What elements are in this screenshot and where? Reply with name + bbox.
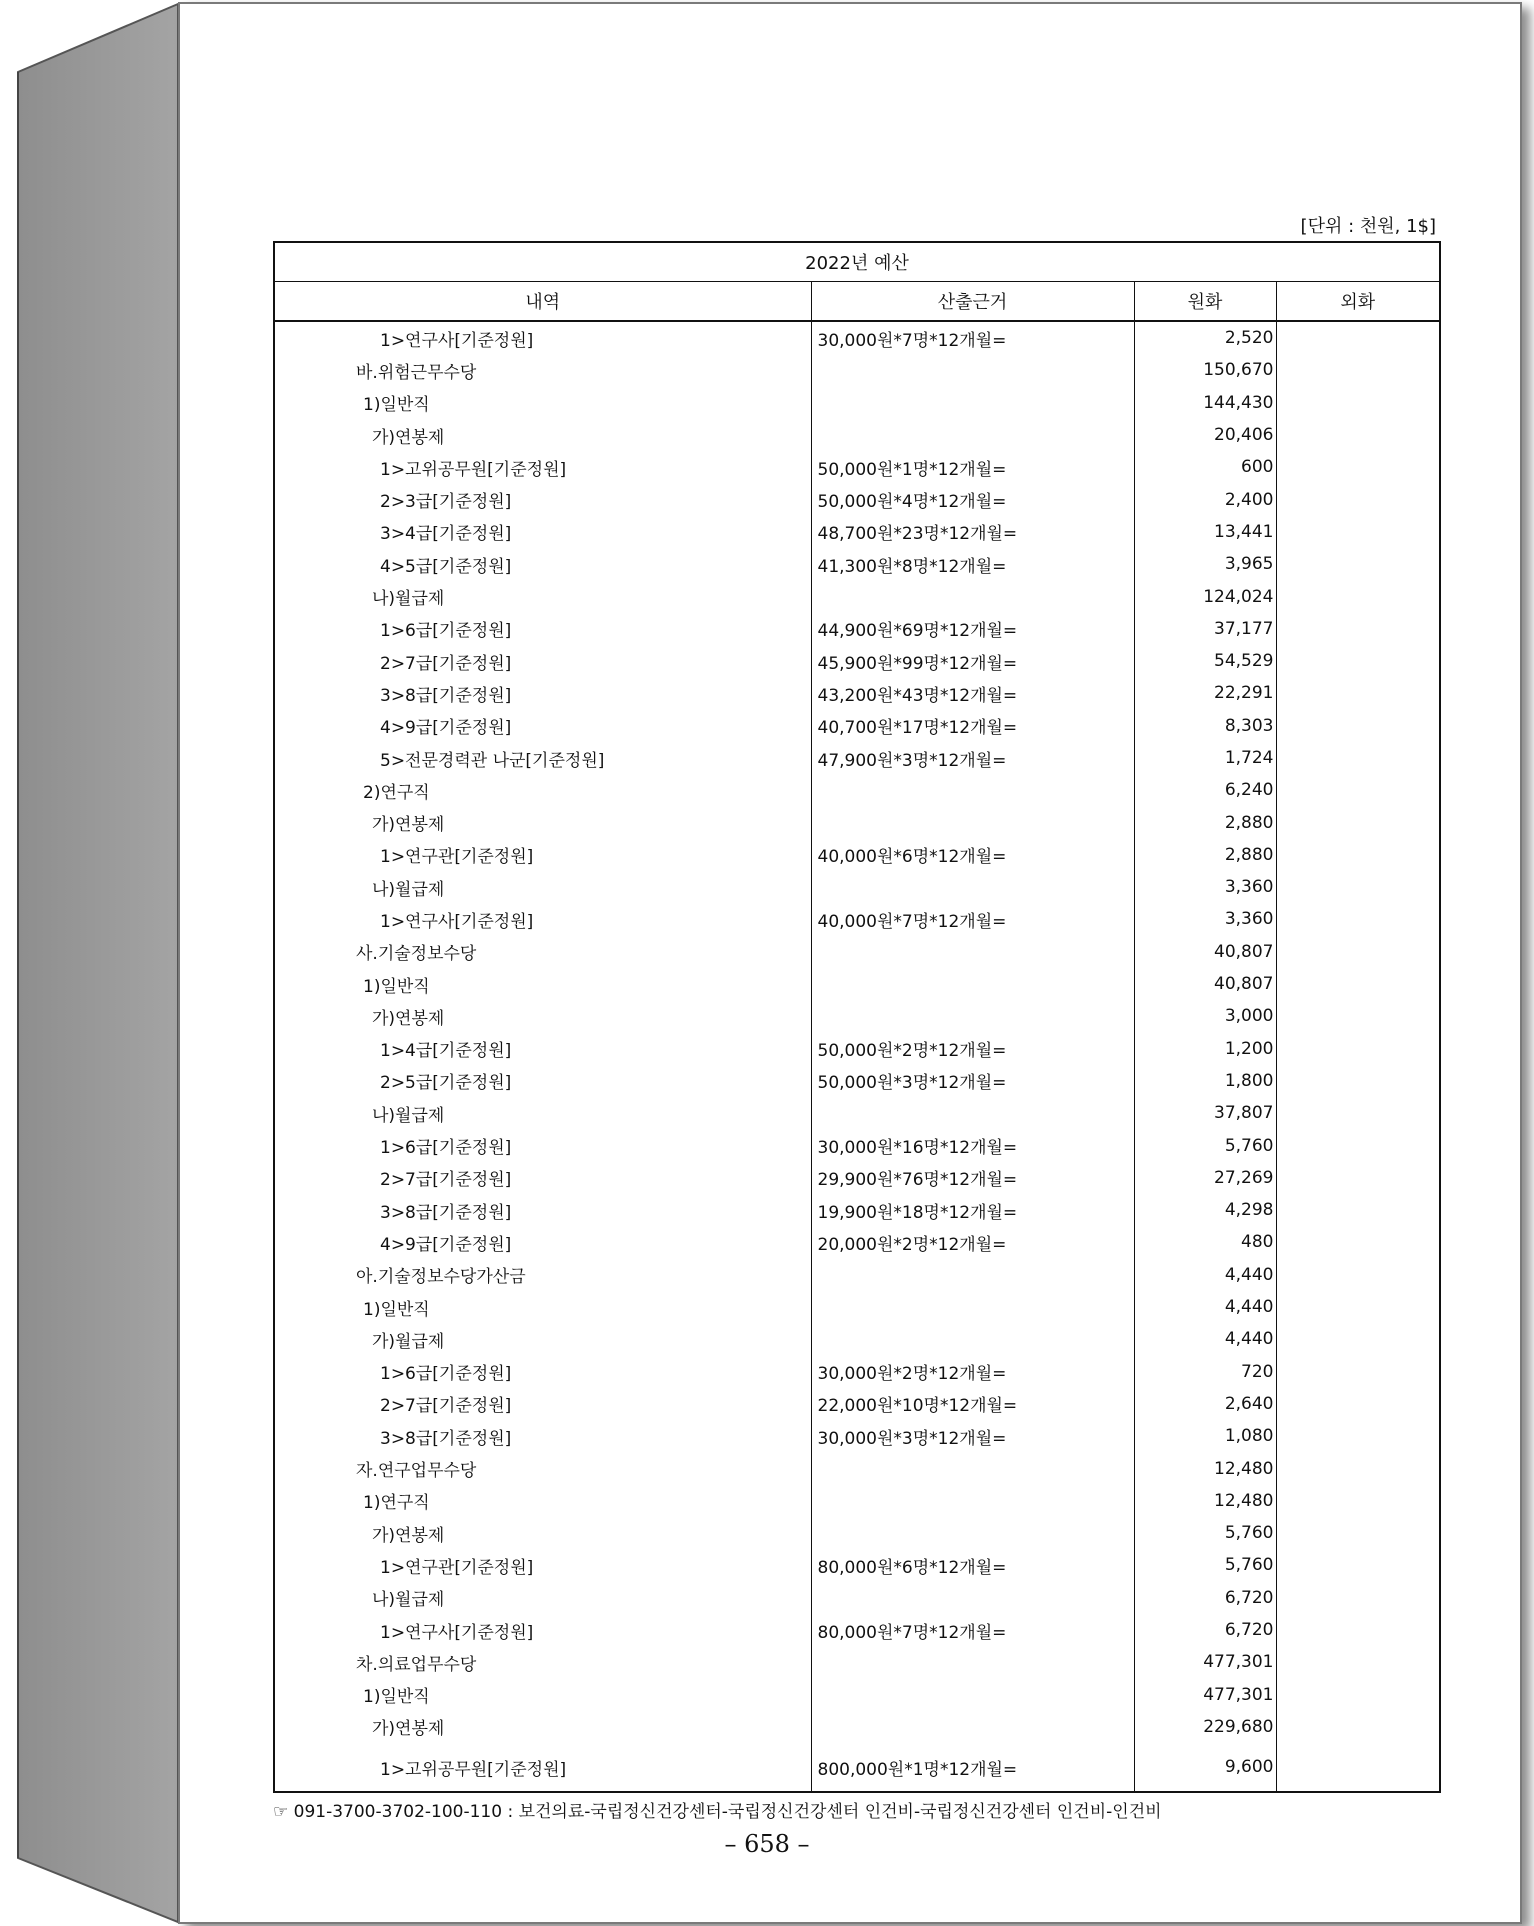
row-krw-cell: 8,303: [1134, 710, 1276, 742]
row-foreign-cell: [1276, 1743, 1440, 1792]
row-item-cell: 사.기술정보수당: [274, 936, 811, 968]
table-row: [274, 677, 1440, 709]
row-krw-cell: 4,440: [1134, 1259, 1276, 1291]
row-krw-cell: 22,291: [1134, 677, 1276, 709]
row-foreign-cell: [1276, 548, 1440, 580]
row-basis-cell: [811, 871, 1134, 903]
budget-table-body: [274, 321, 1440, 1792]
row-basis-cell: 41,300원*8명*12개월=: [811, 548, 1134, 580]
row-foreign-cell: [1276, 1194, 1440, 1226]
row-item-cell: 2>7급[기준정원]: [274, 645, 811, 677]
row-foreign-cell: [1276, 1711, 1440, 1743]
row-basis-cell: [811, 1291, 1134, 1323]
row-item-cell: 나)월급제: [274, 580, 811, 612]
row-item-cell: 나)월급제: [274, 1097, 811, 1129]
row-foreign-cell: [1276, 1033, 1440, 1065]
unit-label: [단위 : 천원, 1$]: [1300, 216, 1436, 237]
table-row: [274, 1194, 1440, 1226]
table-row: [274, 1226, 1440, 1258]
row-foreign-cell: [1276, 710, 1440, 742]
table-row: [274, 742, 1440, 774]
table-row: [274, 968, 1440, 1000]
row-item-cell: 2>7급[기준정원]: [274, 1162, 811, 1194]
row-item-cell: 1>연구관[기준정원]: [274, 1549, 811, 1581]
row-krw-cell: 4,440: [1134, 1291, 1276, 1323]
row-foreign-cell: [1276, 968, 1440, 1000]
row-item-cell: 1>고위공무원[기준정원]: [274, 451, 811, 483]
row-basis-cell: 40,000원*6명*12개월=: [811, 839, 1134, 871]
year-header: 2022년 예산: [274, 242, 1440, 282]
column-header-basis: 산출근거: [811, 282, 1134, 322]
row-basis-cell: [811, 1517, 1134, 1549]
row-foreign-cell: [1276, 645, 1440, 677]
row-basis-cell: 45,900원*99명*12개월=: [811, 645, 1134, 677]
table-row: [274, 1678, 1440, 1710]
row-item-cell: 나)월급제: [274, 871, 811, 903]
row-item-cell: 1>연구사[기준정원]: [274, 321, 811, 354]
row-basis-cell: [811, 354, 1134, 386]
row-basis-cell: 40,000원*7명*12개월=: [811, 903, 1134, 935]
row-foreign-cell: [1276, 1485, 1440, 1517]
row-foreign-cell: [1276, 806, 1440, 838]
table-row: [274, 1033, 1440, 1065]
row-item-cell: 바.위험근무수당: [274, 354, 811, 386]
table-row: [274, 903, 1440, 935]
row-item-cell: 4>9급[기준정원]: [274, 1226, 811, 1258]
row-foreign-cell: [1276, 677, 1440, 709]
row-basis-cell: 19,900원*18명*12개월=: [811, 1194, 1134, 1226]
row-foreign-cell: [1276, 839, 1440, 871]
row-item-cell: 2>7급[기준정원]: [274, 1388, 811, 1420]
table-row: [274, 1388, 1440, 1420]
row-foreign-cell: [1276, 451, 1440, 483]
row-krw-cell: 4,440: [1134, 1323, 1276, 1355]
table-row: [274, 516, 1440, 548]
row-foreign-cell: [1276, 1678, 1440, 1710]
row-krw-cell: 477,301: [1134, 1646, 1276, 1678]
row-basis-cell: [811, 1646, 1134, 1678]
row-item-cell: 차.의료업무수당: [274, 1646, 811, 1678]
table-row: [274, 1420, 1440, 1452]
row-item-cell: 1)일반직: [274, 1291, 811, 1323]
column-header-row: [274, 282, 1440, 322]
row-basis-cell: [811, 1452, 1134, 1484]
row-foreign-cell: [1276, 419, 1440, 451]
row-foreign-cell: [1276, 1259, 1440, 1291]
row-item-cell: 1>4급[기준정원]: [274, 1033, 811, 1065]
row-foreign-cell: [1276, 1420, 1440, 1452]
row-foreign-cell: [1276, 1162, 1440, 1194]
row-foreign-cell: [1276, 483, 1440, 515]
row-foreign-cell: [1276, 1614, 1440, 1646]
row-basis-cell: [811, 387, 1134, 419]
row-item-cell: 가)연봉제: [274, 1517, 811, 1549]
table-row: [274, 839, 1440, 871]
row-foreign-cell: [1276, 387, 1440, 419]
row-krw-cell: 229,680: [1134, 1711, 1276, 1743]
row-item-cell: 1>연구사[기준정원]: [274, 903, 811, 935]
table-row: [274, 1000, 1440, 1032]
book-spine-graphic: [0, 0, 190, 1926]
row-basis-cell: 50,000원*3명*12개월=: [811, 1065, 1134, 1097]
table-row: [274, 387, 1440, 419]
table-row: [274, 1129, 1440, 1161]
row-foreign-cell: [1276, 1452, 1440, 1484]
table-row: [274, 1485, 1440, 1517]
table-row: [274, 936, 1440, 968]
row-foreign-cell: [1276, 1097, 1440, 1129]
row-foreign-cell: [1276, 1646, 1440, 1678]
row-krw-cell: 20,406: [1134, 419, 1276, 451]
table-row: [274, 1162, 1440, 1194]
table-row: [274, 419, 1440, 451]
row-basis-cell: 80,000원*6명*12개월=: [811, 1549, 1134, 1581]
row-basis-cell: [811, 774, 1134, 806]
row-item-cell: 아.기술정보수당가산금: [274, 1259, 811, 1291]
row-foreign-cell: [1276, 516, 1440, 548]
table-row: [274, 645, 1440, 677]
column-header-foreign: 외화: [1276, 282, 1440, 322]
row-basis-cell: [811, 968, 1134, 1000]
table-row: [274, 1323, 1440, 1355]
row-basis-cell: [811, 1259, 1134, 1291]
row-basis-cell: [811, 1485, 1134, 1517]
row-krw-cell: 6,720: [1134, 1582, 1276, 1614]
row-krw-cell: 40,807: [1134, 968, 1276, 1000]
row-item-cell: 1>6급[기준정원]: [274, 1129, 811, 1161]
row-foreign-cell: [1276, 1517, 1440, 1549]
row-basis-cell: [811, 580, 1134, 612]
row-krw-cell: 9,600: [1134, 1743, 1276, 1792]
row-item-cell: 3>4급[기준정원]: [274, 516, 811, 548]
row-krw-cell: 150,670: [1134, 354, 1276, 386]
row-foreign-cell: [1276, 1356, 1440, 1388]
row-basis-cell: 50,000원*1명*12개월=: [811, 451, 1134, 483]
table-row: [274, 321, 1440, 354]
row-item-cell: 1>고위공무원[기준정원]: [274, 1743, 811, 1792]
table-row: [274, 548, 1440, 580]
row-basis-cell: 22,000원*10명*12개월=: [811, 1388, 1134, 1420]
table-row: [274, 580, 1440, 612]
row-basis-cell: [811, 806, 1134, 838]
row-basis-cell: 44,900원*69명*12개월=: [811, 613, 1134, 645]
row-item-cell: 2>5급[기준정원]: [274, 1065, 811, 1097]
table-row: [274, 774, 1440, 806]
row-krw-cell: 12,480: [1134, 1452, 1276, 1484]
row-basis-cell: [811, 1678, 1134, 1710]
page-number: – 658 –: [724, 1830, 810, 1858]
row-basis-cell: 30,000원*2명*12개월=: [811, 1356, 1134, 1388]
row-basis-cell: 20,000원*2명*12개월=: [811, 1226, 1134, 1258]
row-item-cell: 가)연봉제: [274, 1000, 811, 1032]
row-basis-cell: 30,000원*7명*12개월=: [811, 321, 1134, 354]
footer-note: ☞ 091-3700-3702-100-110 : 보건의료-국립정신건강센터-국립정신건강센터 인건비-국립정신건강센터 인건비-인건비: [273, 1802, 1162, 1822]
row-foreign-cell: [1276, 1388, 1440, 1420]
row-basis-cell: 47,900원*3명*12개월=: [811, 742, 1134, 774]
row-krw-cell: 1,200: [1134, 1033, 1276, 1065]
row-basis-cell: 48,700원*23명*12개월=: [811, 516, 1134, 548]
year-header-row: [274, 242, 1440, 282]
row-basis-cell: 29,900원*76명*12개월=: [811, 1162, 1134, 1194]
row-item-cell: 1>6급[기준정원]: [274, 1356, 811, 1388]
row-foreign-cell: [1276, 742, 1440, 774]
table-row: [274, 1065, 1440, 1097]
row-krw-cell: 3,360: [1134, 903, 1276, 935]
row-foreign-cell: [1276, 321, 1440, 354]
table-row: [274, 1743, 1440, 1792]
row-basis-cell: [811, 1000, 1134, 1032]
row-foreign-cell: [1276, 613, 1440, 645]
row-krw-cell: 37,177: [1134, 613, 1276, 645]
row-basis-cell: [811, 419, 1134, 451]
table-row: [274, 354, 1440, 386]
row-krw-cell: 2,640: [1134, 1388, 1276, 1420]
row-basis-cell: 50,000원*2명*12개월=: [811, 1033, 1134, 1065]
row-item-cell: 3>8급[기준정원]: [274, 1420, 811, 1452]
row-krw-cell: 477,301: [1134, 1678, 1276, 1710]
row-krw-cell: 3,965: [1134, 548, 1276, 580]
table-row: [274, 1259, 1440, 1291]
row-basis-cell: [811, 936, 1134, 968]
row-item-cell: 가)월급제: [274, 1323, 811, 1355]
table-row: [274, 613, 1440, 645]
row-foreign-cell: [1276, 1549, 1440, 1581]
row-item-cell: 가)연봉제: [274, 806, 811, 838]
row-basis-cell: [811, 1097, 1134, 1129]
row-krw-cell: 6,720: [1134, 1614, 1276, 1646]
row-basis-cell: 40,700원*17명*12개월=: [811, 710, 1134, 742]
column-header-item: 내역: [274, 282, 811, 322]
table-row: [274, 806, 1440, 838]
row-item-cell: 1)일반직: [274, 387, 811, 419]
row-krw-cell: 54,529: [1134, 645, 1276, 677]
row-krw-cell: 1,800: [1134, 1065, 1276, 1097]
row-basis-cell: 80,000원*7명*12개월=: [811, 1614, 1134, 1646]
table-row: [274, 1549, 1440, 1581]
row-krw-cell: 3,000: [1134, 1000, 1276, 1032]
row-krw-cell: 600: [1134, 451, 1276, 483]
table-row: [274, 451, 1440, 483]
row-krw-cell: 4,298: [1134, 1194, 1276, 1226]
table-row: [274, 1356, 1440, 1388]
row-item-cell: 1>6급[기준정원]: [274, 613, 811, 645]
table-row: [274, 1097, 1440, 1129]
row-krw-cell: 2,880: [1134, 839, 1276, 871]
row-krw-cell: 6,240: [1134, 774, 1276, 806]
row-krw-cell: 720: [1134, 1356, 1276, 1388]
row-item-cell: 3>8급[기준정원]: [274, 677, 811, 709]
row-krw-cell: 3,360: [1134, 871, 1276, 903]
row-item-cell: 4>5급[기준정원]: [274, 548, 811, 580]
row-foreign-cell: [1276, 1291, 1440, 1323]
row-foreign-cell: [1276, 1065, 1440, 1097]
row-krw-cell: 5,760: [1134, 1549, 1276, 1581]
row-foreign-cell: [1276, 871, 1440, 903]
row-item-cell: 나)월급제: [274, 1582, 811, 1614]
row-item-cell: 가)연봉제: [274, 419, 811, 451]
row-krw-cell: 40,807: [1134, 936, 1276, 968]
row-krw-cell: 13,441: [1134, 516, 1276, 548]
row-krw-cell: 5,760: [1134, 1129, 1276, 1161]
row-krw-cell: 37,807: [1134, 1097, 1276, 1129]
row-krw-cell: 124,024: [1134, 580, 1276, 612]
row-item-cell: 1)일반직: [274, 1678, 811, 1710]
row-item-cell: 1>연구사[기준정원]: [274, 1614, 811, 1646]
table-row: [274, 1614, 1440, 1646]
table-row: [274, 1646, 1440, 1678]
row-basis-cell: [811, 1582, 1134, 1614]
row-krw-cell: 2,400: [1134, 483, 1276, 515]
column-header-krw: 원화: [1134, 282, 1276, 322]
table-row: [274, 871, 1440, 903]
row-foreign-cell: [1276, 354, 1440, 386]
row-basis-cell: [811, 1323, 1134, 1355]
row-basis-cell: [811, 1711, 1134, 1743]
row-foreign-cell: [1276, 774, 1440, 806]
budget-table: [273, 241, 1441, 1793]
row-item-cell: 2>3급[기준정원]: [274, 483, 811, 515]
row-item-cell: 자.연구업무수당: [274, 1452, 811, 1484]
row-item-cell: 가)연봉제: [274, 1711, 811, 1743]
row-foreign-cell: [1276, 936, 1440, 968]
row-krw-cell: 144,430: [1134, 387, 1276, 419]
row-krw-cell: 2,520: [1134, 321, 1276, 354]
row-item-cell: 1>연구관[기준정원]: [274, 839, 811, 871]
row-basis-cell: 43,200원*43명*12개월=: [811, 677, 1134, 709]
row-item-cell: 4>9급[기준정원]: [274, 710, 811, 742]
row-krw-cell: 480: [1134, 1226, 1276, 1258]
row-krw-cell: 12,480: [1134, 1485, 1276, 1517]
row-foreign-cell: [1276, 1323, 1440, 1355]
row-basis-cell: 800,000원*1명*12개월=: [811, 1743, 1134, 1792]
row-basis-cell: 30,000원*3명*12개월=: [811, 1420, 1134, 1452]
row-foreign-cell: [1276, 580, 1440, 612]
row-foreign-cell: [1276, 1226, 1440, 1258]
row-foreign-cell: [1276, 1000, 1440, 1032]
row-item-cell: 3>8급[기준정원]: [274, 1194, 811, 1226]
row-krw-cell: 2,880: [1134, 806, 1276, 838]
row-krw-cell: 1,724: [1134, 742, 1276, 774]
row-foreign-cell: [1276, 1582, 1440, 1614]
table-row: [274, 1582, 1440, 1614]
table-row: [274, 710, 1440, 742]
table-row: [274, 1517, 1440, 1549]
row-foreign-cell: [1276, 903, 1440, 935]
row-basis-cell: 30,000원*16명*12개월=: [811, 1129, 1134, 1161]
row-krw-cell: 5,760: [1134, 1517, 1276, 1549]
table-row: [274, 1452, 1440, 1484]
table-row: [274, 1291, 1440, 1323]
row-item-cell: 1)일반직: [274, 968, 811, 1000]
table-row: [274, 483, 1440, 515]
row-krw-cell: 27,269: [1134, 1162, 1276, 1194]
row-item-cell: 1)연구직: [274, 1485, 811, 1517]
row-item-cell: 5>전문경력관 나군[기준정원]: [274, 742, 811, 774]
row-basis-cell: 50,000원*4명*12개월=: [811, 483, 1134, 515]
row-foreign-cell: [1276, 1129, 1440, 1161]
row-item-cell: 2)연구직: [274, 774, 811, 806]
table-row: [274, 1711, 1440, 1743]
row-krw-cell: 1,080: [1134, 1420, 1276, 1452]
